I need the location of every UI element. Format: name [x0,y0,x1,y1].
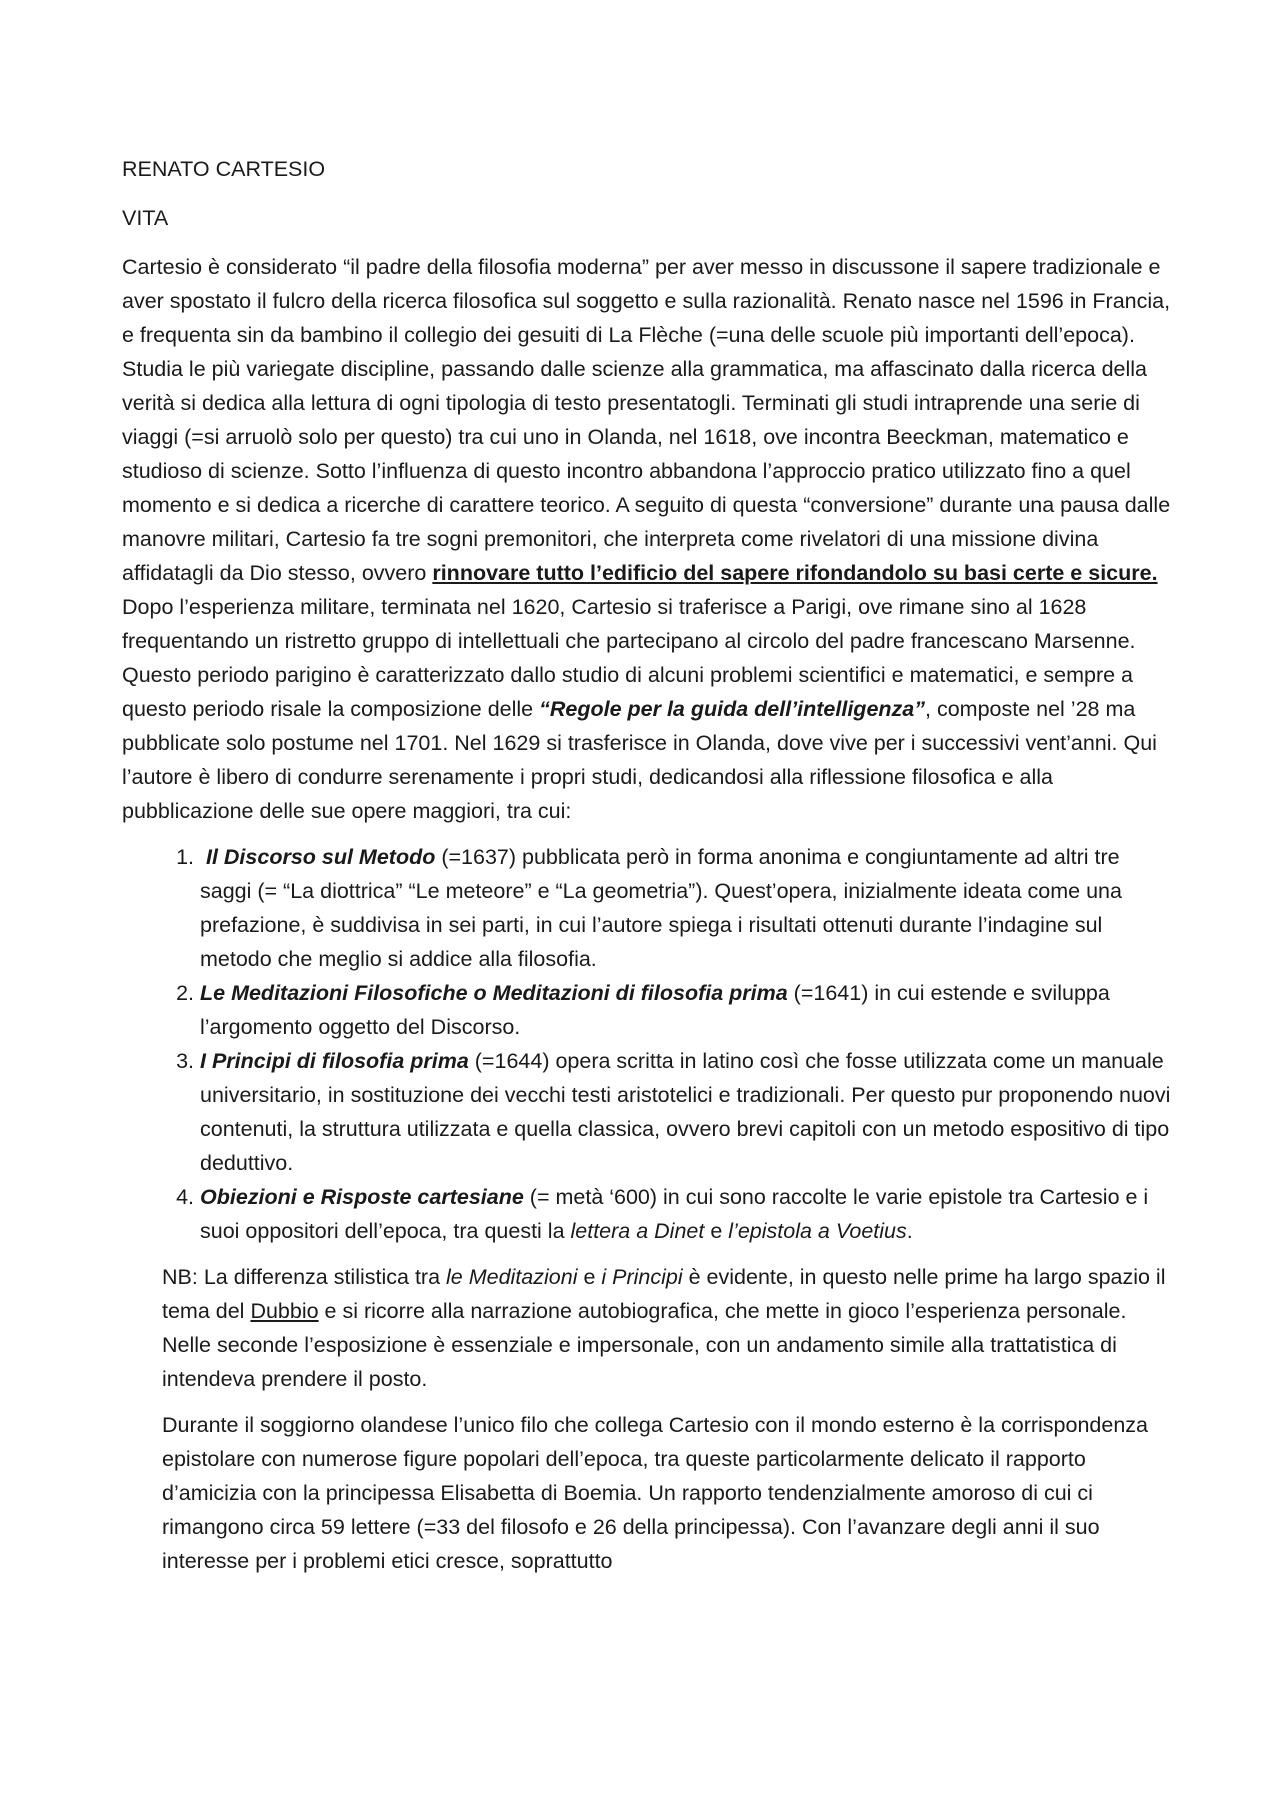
nb-italic: i Principi [601,1265,683,1289]
work-text: (= metà ‘600) in cui sono raccolte le varie epistole tra Cartesio e i suoi oppositori dell’epoca, tra questi la [200,1185,1149,1243]
works-list [122,840,1172,1248]
nb-italic: le Meditazioni [446,1265,578,1289]
list-item [200,1180,1172,1248]
intro-text-2: Dopo l’esperienza militare, terminata nel 1620, Cartesio si traferisce a Parigi, ove rimane sino al 1628 frequentando un ristretto gruppo di intellettuali che partecipano al circolo del padre francescano Marsenne. Questo periodo parigino è caratterizzato dallo studio di alcuni problemi scientifici e matematici, e sempre a questo periodo risale la composizione delle [122,595,1136,721]
mission-highlight: rinnovare tutto l’edificio del sapere rifondandolo su basi certe e sicure. [432,561,1158,585]
document-title: RENATO CARTESIO [122,157,326,181]
work-text: (=1641) in cui estende e sviluppa l’argomento oggetto del Discorso. [200,981,1110,1039]
work-text: e [704,1219,729,1243]
section-heading: VITA [122,206,169,230]
work-text: . [906,1219,913,1243]
intro-text-3: , composte nel ’28 ma pubblicate solo postume nel 1701. Nel 1629 si trasferisce in Olanda, dove vive per i successivi vent’anni. Qui l’autore è libero di condurre serenamente i propri studi, dedicandosi alla riflessione filosofica e alla pubblicazione delle sue opere maggiori, tra cui: [122,697,1157,823]
work-text: (=1644) opera scritta in latino così che fosse utilizzata come un manuale universitario, in sostituzione dei vecchi testi aristotelici e tradizionali. Per questo pur proponendo nuovi contenuti, la struttura utilizzata e quella classica, ovvero brevi capitoli con un metodo espositivo di tipo deduttivo. [200,1049,1171,1175]
nb-text: e si ricorre alla narrazione autobiografica, che mette in gioco l’esperienza personale. Nelle seconde l’esposizione è essenziale e impersonale, con un andamento simile alla trattatistica di intendeva prendere il posto. [162,1299,1127,1391]
nb-text: NB: La differenza stilistica tra [162,1265,447,1289]
work-title: I Principi di filosofia prima [200,1049,469,1073]
work-title: Obiezioni e Risposte cartesiane [200,1185,524,1209]
work-italic-ref: lettera a Dinet [570,1219,705,1243]
closing-paragraph: Durante il soggiorno olandese l’unico filo che collega Cartesio con il mondo esterno è la corrispondenza epistolare con numerose figure popolari dell’epoca, tra queste particolarmente delicato il rapporto d’amicizia con la principessa Elisabetta di Boemia. Un rapporto tendenzialmente amoroso di cui ci rimangono circa 59 lettere (=33 del filosofo e 26 della principessa). Con l’avanzare degli anni il suo interesse per i problemi etici cresce, soprattutto [162,1413,1148,1573]
list-item [200,1044,1172,1180]
nb-text: è evidente, in questo nelle prime ha largo spazio il tema del [162,1265,1166,1323]
list-item [200,840,1172,976]
work-title: Le Meditazioni Filosofiche o Meditazioni di filosofia prima [200,981,788,1005]
work-text: (=1637) pubblicata però in forma anonima e congiuntamente ad altri tre saggi (= “La diottrica” “Le meteore” e “La geometria”). Quest’opera, inizialmente ideata come una prefazione, è suddivisa in sei parti, in cui l’autore spiega i risultati ottenuti durante l’indagine sul metodo che meglio si addice alla filosofia. [200,845,1122,971]
work-italic-ref: l’epistola a Voetius [728,1219,907,1243]
work-title: Il Discorso sul Metodo [205,845,436,869]
nb-text: e [577,1265,602,1289]
list-item [200,976,1172,1044]
document-body [122,152,1172,1590]
intro-paragraph [122,250,1172,828]
regole-title: “Regole per la guida dell’intelligenza” [539,697,925,721]
intro-text-1: Cartesio è considerato “il padre della filosofia moderna” per aver messo in discussone il sapere tradizionale e aver spostato il fulcro della ricerca filosofica sul soggetto e sulla razionalità. Renato nasce nel 1596 in Francia, e frequenta sin da bambino il collegio dei gesuiti di La Flèche (=una delle scuole più importanti dell’epoca). Studia le più variegate discipline, passando dalle scienze alla grammatica, ma affascinato dalla ricerca della verità si dedica alla lettura di ogni tipologia di testo presentatogli. Terminati gli studi intraprende una serie di viaggi (=si arruolò solo per questo) tra cui uno in Olanda, nel 1618, ove incontra Beeckman, matematico e studioso di scienze. Sotto l’influenza di questo incontro abbandona l’approccio pratico utilizzato fino a quel momento e si dedica a ricerche di carattere teorico. A seguito di questa “conversione” durante una pausa dalle manovre militari, Cartesio fa tre sogni premonitori, che interpreta come rivelatori di una missione divina affidatagli da Dio stesso, ovvero [122,255,1171,585]
nb-paragraph [162,1260,1172,1396]
nb-underlined: Dubbio [250,1299,319,1323]
